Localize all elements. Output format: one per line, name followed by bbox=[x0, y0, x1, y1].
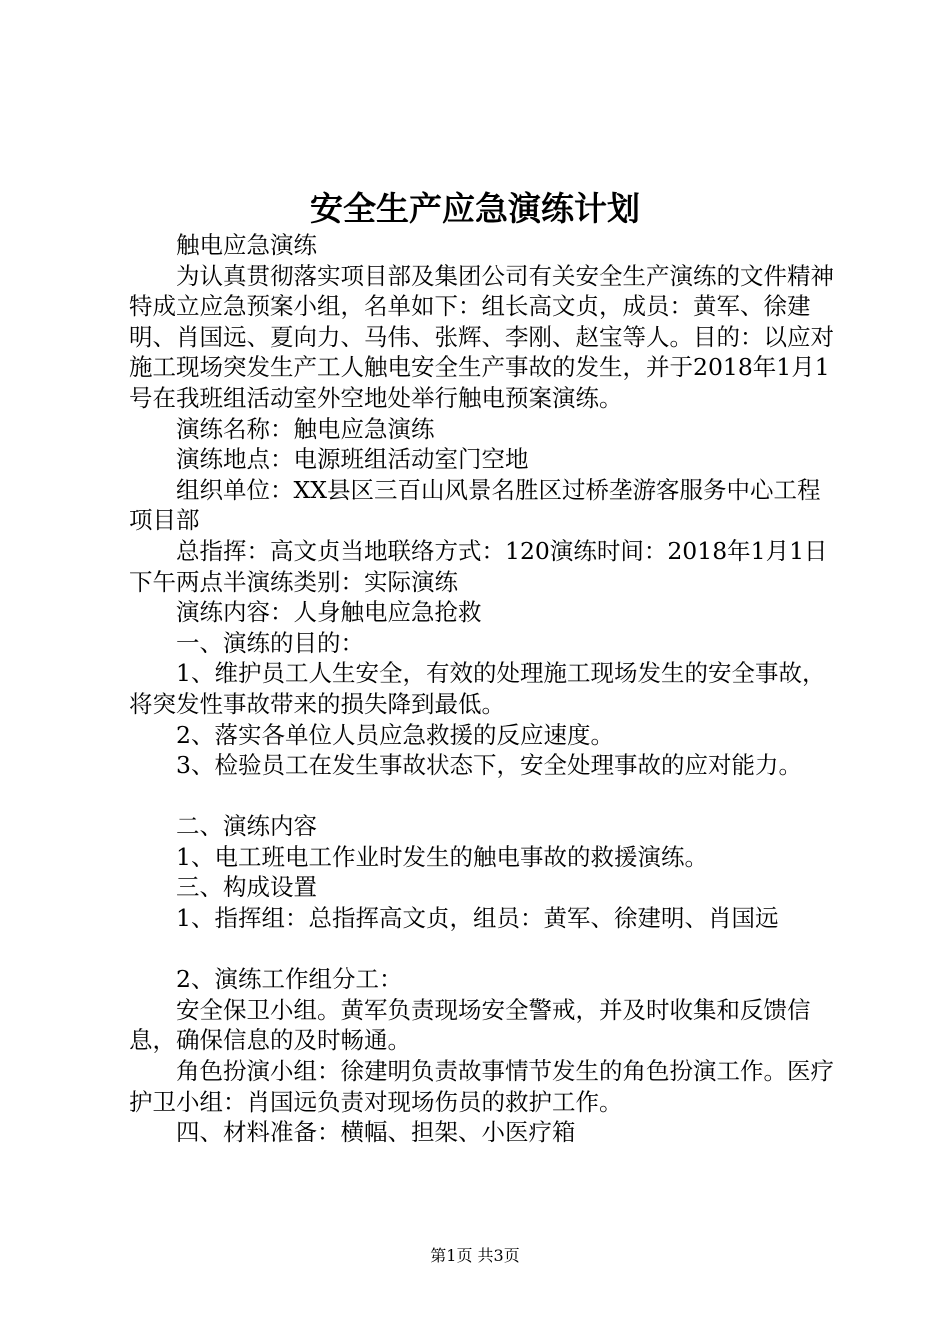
section-heading-structure: 三、构成设置 bbox=[176, 873, 317, 902]
list-item-purpose-1: 1、维护员工人生安全，有效的处理施工现场发生的安全事故，将突发性事故带来的损失降到最低。 bbox=[129, 659, 826, 718]
list-item-structure-1: 1、指挥组：总指挥高文贞，组员：黄军、徐建明、肖国远 bbox=[176, 904, 779, 933]
paragraph-drill-location: 演练地点：电源班组活动室门空地 bbox=[176, 445, 529, 474]
paragraph-roleplay-medical-team: 角色扮演小组：徐建明负责故事情节发生的角色扮演工作。医疗护卫小组：肖国远负责对现场伤员的救护工作。 bbox=[129, 1057, 834, 1116]
blank-line bbox=[129, 934, 834, 965]
paragraph-subtitle: 触电应急演练 bbox=[176, 231, 317, 259]
paragraph-intro: 为认真贯彻落实项目部及集团公司有关安全生产演练的文件精神特成立应急预案小组，名单如下：组长高文贞，成员：黄军、徐建明、肖国远、夏向力、马伟、张辉、李刚、赵宝等人。目的：以应对施工现场突发生产工人触电安全生产事故的发生，并于2018年1月1号在我班组活动室外空地处举行触电预案演练。 bbox=[129, 261, 834, 412]
section-heading-purpose: 一、演练的目的： bbox=[176, 628, 364, 657]
list-item-content-1: 1、电工班电工作业时发生的触电事故的救援演练。 bbox=[176, 842, 708, 871]
blank-line bbox=[129, 781, 834, 812]
section-heading-content: 二、演练内容 bbox=[176, 812, 317, 841]
paragraph-commander: 总指挥：高文贞当地联络方式：120演练时间：2018年1月1日下午两点半演练类别：实际演练 bbox=[129, 536, 828, 596]
list-item-purpose-3: 3、检验员工在发生事故状态下，安全处理事故的应对能力。 bbox=[176, 751, 802, 780]
page-footer: 第1页 共3页 bbox=[430, 1246, 520, 1265]
list-item-purpose-2: 2、落实各单位人员应急救援的反应速度。 bbox=[176, 720, 614, 749]
paragraph-drill-name: 演练名称：触电应急演练 bbox=[176, 414, 435, 443]
paragraph-drill-content: 演练内容：人身触电应急抢救 bbox=[176, 598, 482, 627]
document-body bbox=[129, 230, 834, 1148]
section-heading-materials: 四、材料准备：横幅、担架、小医疗箱 bbox=[176, 1118, 576, 1147]
document-title: 安全生产应急演练计划 bbox=[310, 189, 640, 228]
paragraph-security-team: 安全保卫小组。黄军负责现场安全警戒，并及时收集和反馈信息，确保信息的及时畅通。 bbox=[129, 995, 811, 1055]
paragraph-organizer: 组织单位：XX县区三百山风景名胜区过桥垄游客服务中心工程项目部 bbox=[129, 475, 821, 535]
list-item-structure-2: 2、演练工作组分工： bbox=[176, 965, 403, 994]
